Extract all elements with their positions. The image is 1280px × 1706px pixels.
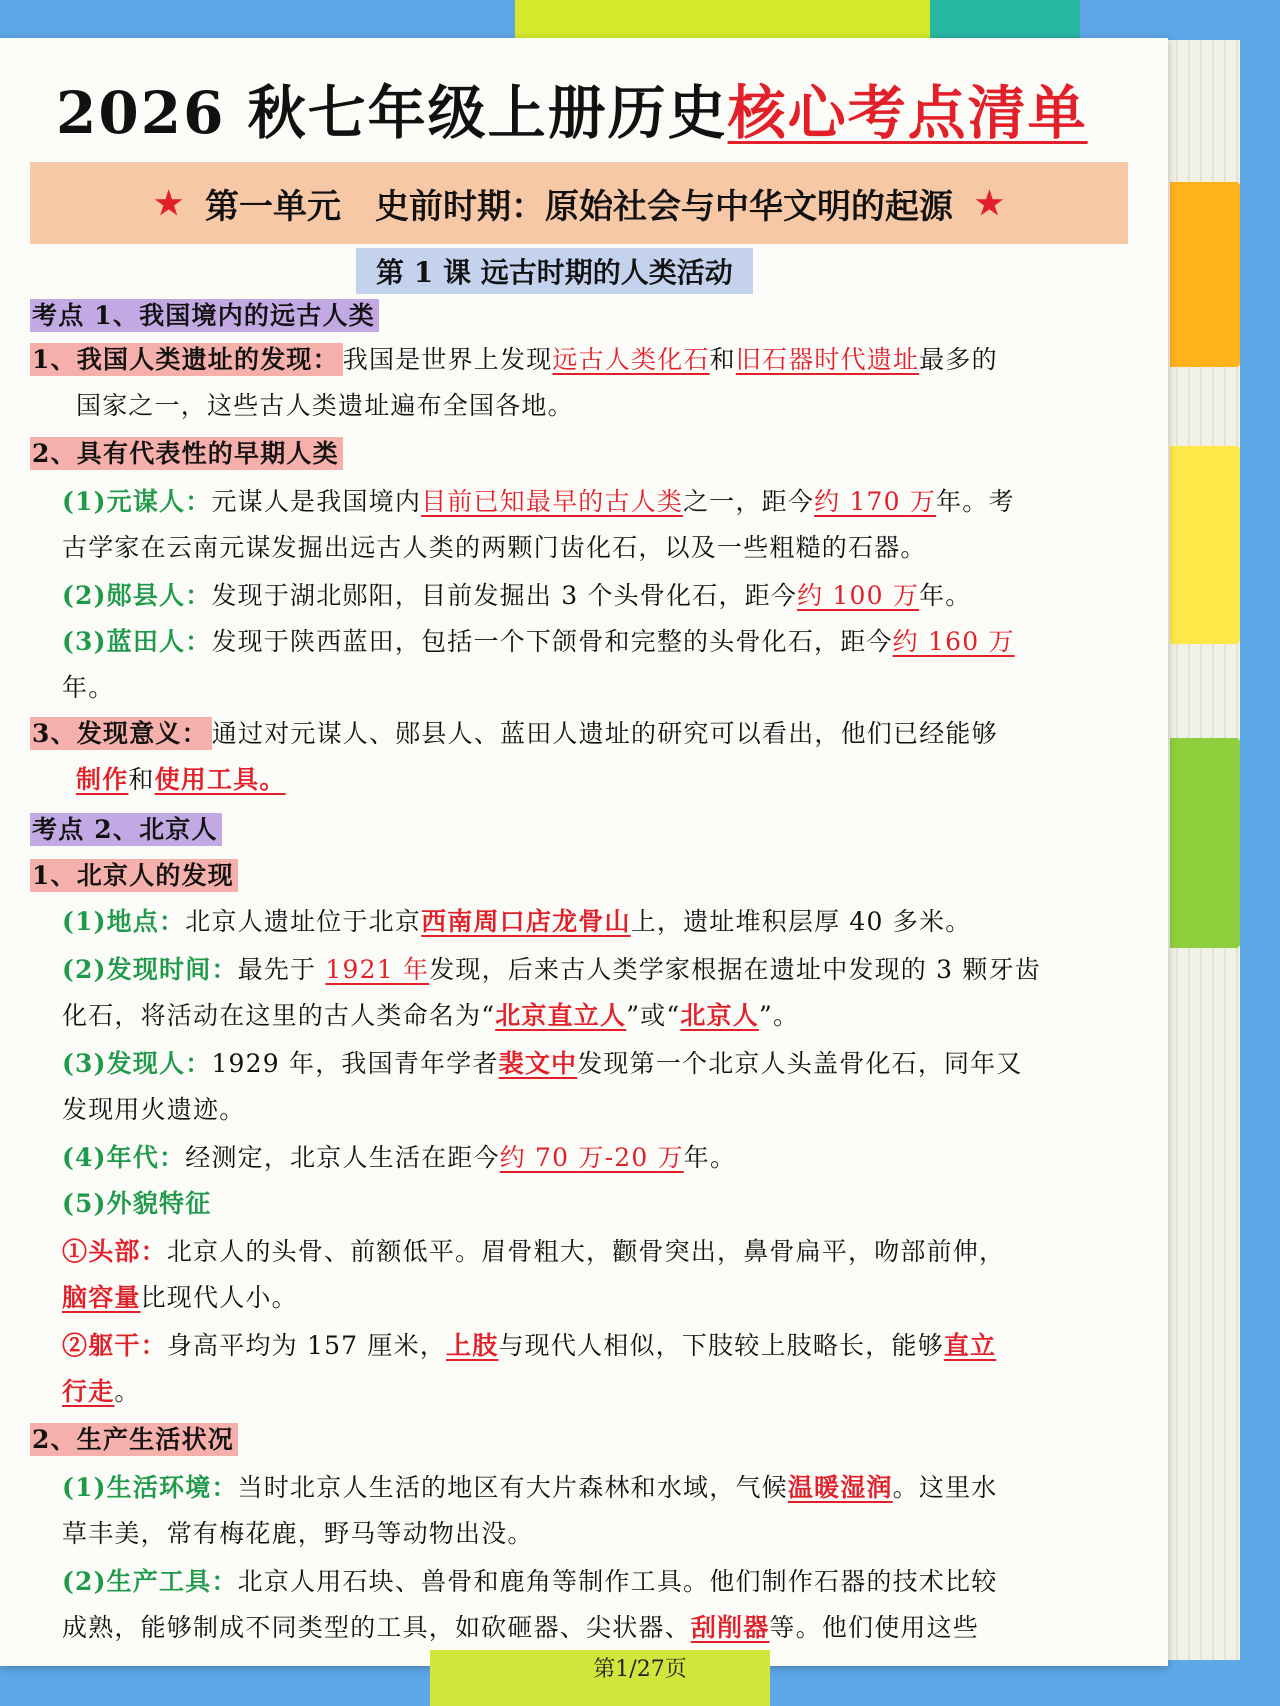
top-tape-yellow <box>515 0 935 42</box>
tools-line1: (2)生产工具：北京人用石块、兽骨和鹿角等制作工具。他们制作石器的技术比较 <box>62 1567 998 1596</box>
time-line2: 化石，将活动在这里的古人类命名为“北京直立人”或“北京人”。 <box>62 1001 800 1030</box>
unit-title: 第一单元 史前时期：原始社会与中华文明的起源 <box>205 186 953 227</box>
era-line: (4)年代：经测定，北京人生活在距今约 70 万-20 万年。 <box>62 1143 737 1172</box>
kp1-heading: 考点 1、我国境内的远古人类 <box>30 300 379 332</box>
place-line: (1)地点：北京人遗址位于北京西南周口店龙骨山上，遗址堆积层厚 40 多米。 <box>62 907 972 936</box>
yuanmou-line1: (1)元谋人：元谋人是我国境内目前已知最早的古人类之一，距今约 170 万年。考 <box>62 487 1015 516</box>
kp1-p2-heading: 2、具有代表性的早期人类 <box>30 438 343 470</box>
kp1-p1-line2: 国家之一，这些古人类遗址遍布全国各地。 <box>76 391 574 420</box>
env-line2: 草丰美，常有梅花鹿，野马等动物出没。 <box>62 1519 534 1548</box>
kp2-heading: 考点 2、北京人 <box>30 814 222 846</box>
head-line2: 脑容量比现代人小。 <box>62 1283 298 1312</box>
top-tape-teal <box>930 0 1080 40</box>
green-tab[interactable] <box>1170 738 1240 948</box>
env-line1: (1)生活环境：当时北京人生活的地区有大片森林和水域，气候温暖湿润。这里水 <box>62 1473 998 1502</box>
lantian-line1: (3)蓝田人：发现于陕西蓝田，包括一个下颌骨和完整的头骨化石，距今约 160 万 <box>62 627 1015 656</box>
orange-tab[interactable] <box>1170 182 1240 367</box>
kp1-p3-line1: 3、发现意义： 通过对元谋人、郧县人、蓝田人遗址的研究可以看出，他们已经能够 <box>32 719 998 748</box>
finder-line1: (3)发现人：1929 年，我国青年学者裴文中发现第一个北京人头盖骨化石，同年又 <box>62 1049 1023 1078</box>
unit-banner <box>30 162 1128 244</box>
head-line1: ①头部：北京人的头骨、前额低平。眉骨粗大，颧骨突出，鼻骨扁平，吻部前伸， <box>62 1237 1006 1266</box>
feature-heading: (5)外貌特征 <box>62 1189 212 1218</box>
lantian-line2: 年。 <box>62 673 115 702</box>
star-icon: ★ <box>154 184 183 222</box>
kp1-p1-line1: 1、我国人类遗址的发现： 我国是世界上发现远古人类化石和旧石器时代遗址最多的 <box>32 345 998 374</box>
kp2-p1-heading: 1、北京人的发现 <box>30 860 238 892</box>
document-page <box>0 38 1168 1666</box>
kp2-p2-heading: 2、生产生活状况 <box>30 1424 238 1456</box>
yellow-tab[interactable] <box>1170 446 1240 644</box>
yuanmou-line2: 古学家在云南元谋发掘出远古人类的两颗门齿化石，以及一些粗糙的石器。 <box>62 533 927 562</box>
yunxian-line: (2)郧县人：发现于湖北郧阳，目前发掘出 3 个头骨化石，距今约 100 万年。 <box>62 581 972 610</box>
title-highlight: 核心考点清单 <box>727 79 1088 147</box>
lesson-title: 第 1 课 远古时期的人类活动 <box>356 248 753 294</box>
trunk-line2: 行走。 <box>62 1377 141 1406</box>
finder-line2: 发现用火遗迹。 <box>62 1095 246 1124</box>
page-number: 第1/27页 <box>593 1657 687 1682</box>
star-icon: ★ <box>975 184 1004 222</box>
tools-line2: 成熟，能够制成不同类型的工具，如砍砸器、尖状器、刮削器等。他们使用这些 <box>62 1613 980 1642</box>
page-title: 2026 秋七年级上册历史核心考点清单 <box>56 79 1088 147</box>
time-line1: (2)发现时间：最先于 1921 年发现，后来古人类学家根据在遗址中发现的 3 颗牙齿 <box>62 955 1041 984</box>
trunk-line1: ②躯干：身高平均为 157 厘米，上肢与现代人相似，下肢较上肢略长，能够直立 <box>62 1331 997 1360</box>
kp1-p3-line2: 制作和使用工具。 <box>76 765 286 794</box>
